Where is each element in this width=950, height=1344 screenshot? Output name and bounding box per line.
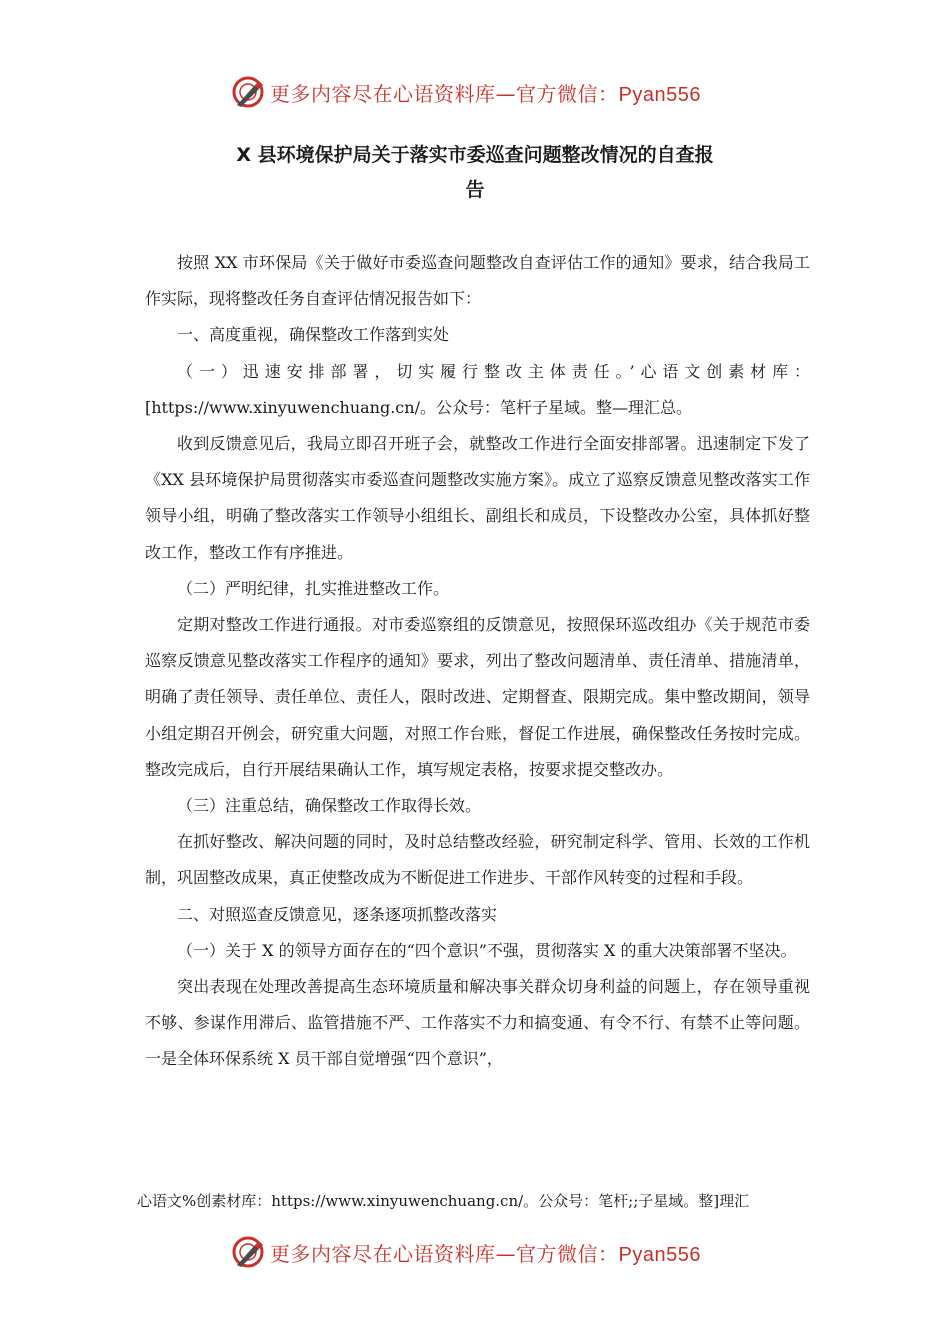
subsection-heading: （三）注重总结，确保整改工作取得长效。	[177, 796, 482, 816]
section-heading: 二、对照巡查反馈意见，逐条逐项抓整改落实	[177, 904, 498, 924]
pen-logo-icon	[231, 1235, 265, 1269]
header-watermark-banner	[0, 73, 950, 113]
banner-text: 更多内容尽在心语资料库—官方微信：Pyan556	[270, 82, 701, 106]
subsection-heading: （一）迅速安排部署，切实履行整改主体责任。’心语文创素材库：[https://www.xinyuwenchuang.cn/。公众号：笔杆子星域。整—理汇总。	[145, 361, 810, 417]
paragraph: 在抓好整改、解决问题的同时，及时总结整改经验，研究制定科学、管用、长效的工作机制，巩固整改成果，真正使整改成为不断促进工作进步、干部作风转变的过程和手段。	[145, 832, 810, 888]
section-heading: 一、高度重视，确保整改工作落到实处	[177, 325, 450, 345]
document-body	[145, 245, 810, 1078]
subsection-heading: （一）关于 X 的领导方面存在的“四个意识”不强，贯彻落实 X 的重大决策部署不坚决。	[177, 940, 797, 960]
paragraph: 收到反馈意见后，我局立即召开班子会，就整改工作进行全面安排部署。迅速制定下发了《XX 县环境保护局贯彻落实市委巡查问题整改实施方案》。成立了巡察反馈意见整改落实工作领导小组，明确了整改落实工作领导小组组长、副组长和成员，下设整改办公室，具体抓好整改工作，整改工作有序推进。	[145, 434, 810, 562]
footer-watermark-banner	[0, 1233, 950, 1273]
paragraph: 突出表现在处理改善提高生态环境质量和解决事关群众切身利益的问题上，存在领导重视不够、参谋作用滞后、监管措施不严、工作落实不力和搞变通、有令不行、有禁不止等问题。一是全体环保系统 X 员干部自觉增强“四个意识”，	[145, 977, 810, 1069]
document-title-line-2: 告	[465, 179, 485, 201]
paragraph: 按照 XX 市环保局《关于做好市委巡查问题整改自查评估工作的通知》要求，结合我局工作实际，现将整改任务自查评估情况报告如下：	[145, 253, 810, 309]
footer-source-line: 心语文%创素材库：https://www.xinyuwenchuang.cn/。公众号：笔杆;;子星域。整]理汇	[137, 1192, 750, 1210]
paragraph: 定期对整改工作进行通报。对市委巡察组的反馈意见，按照保环巡改组办《关于规范市委巡察反馈意见整改落实工作程序的通知》要求，列出了整改问题清单、责任清单、措施清单，明确了责任领导、责任单位、责任人，限时改进、定期督查、限期完成。集中整改期间，领导小组定期召开例会，研究重大问题，对照工作台账，督促工作进展，确保整改任务按时完成。整改完成后，自行开展结果确认工作，填写规定表格，按要求提交整改办。	[145, 615, 810, 779]
pen-logo-icon	[231, 75, 265, 109]
banner-text: 更多内容尽在心语资料库—官方微信：Pyan556	[270, 1242, 701, 1266]
subsection-heading: （二）严明纪律，扎实推进整改工作。	[177, 578, 450, 598]
document-title-line-1: X 县环境保护局关于落实市委巡查问题整改情况的自查报	[236, 144, 714, 166]
